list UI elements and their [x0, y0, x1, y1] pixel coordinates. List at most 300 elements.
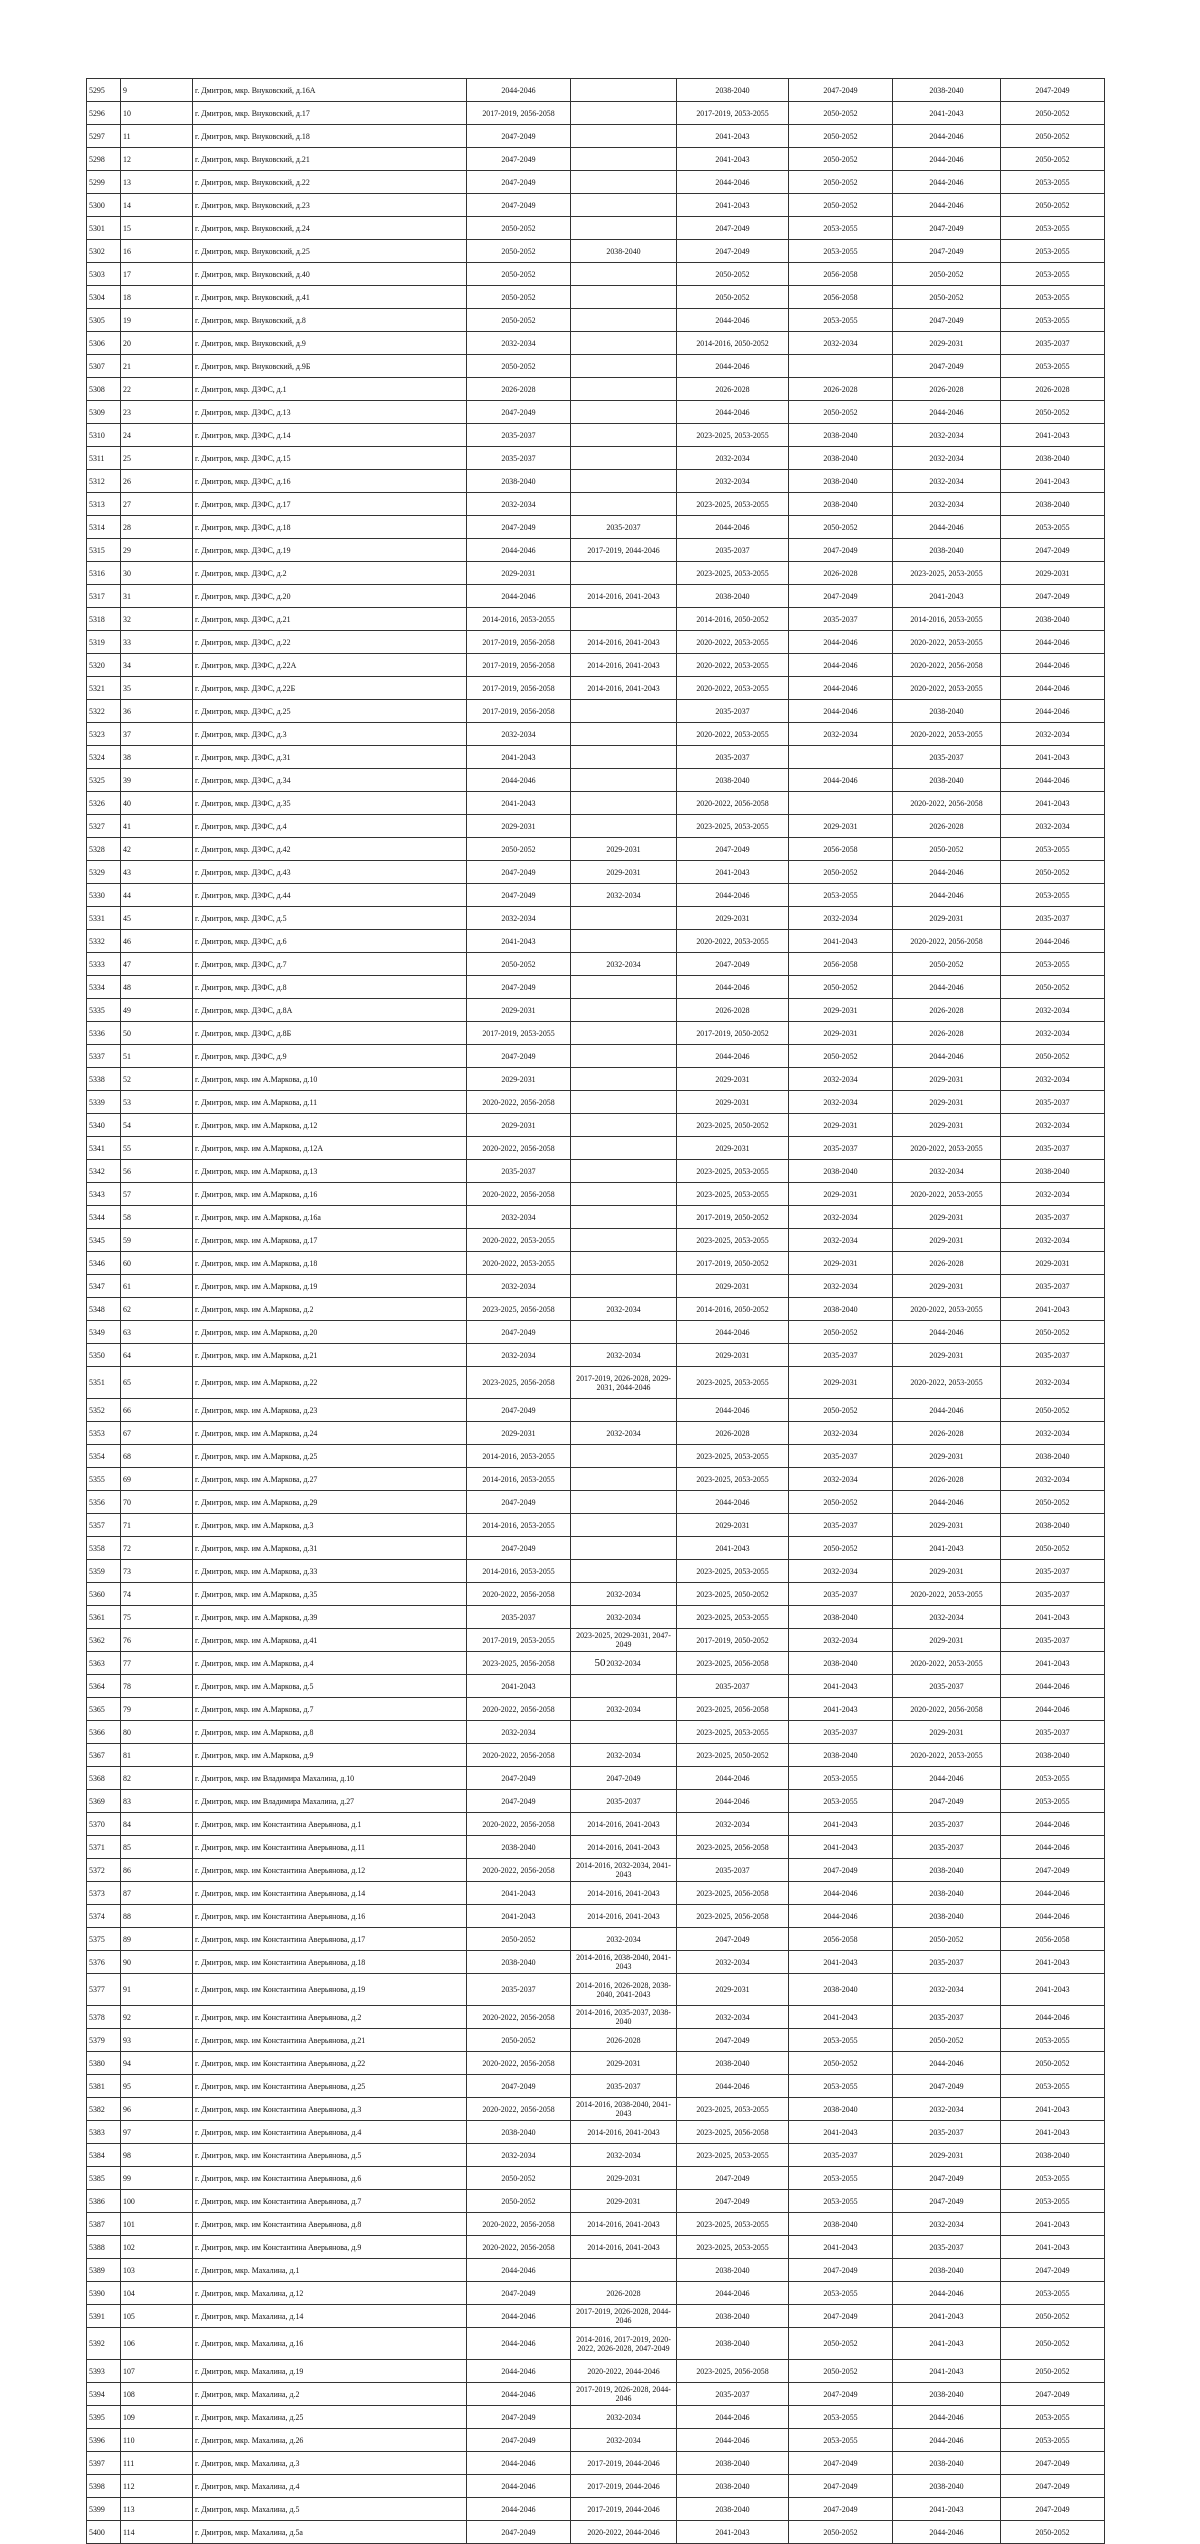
cell-period-col-3: 2035-2037 — [677, 1859, 789, 1882]
cell-period-col-2 — [571, 378, 677, 401]
cell-row-number: 5321 — [87, 677, 121, 700]
cell-row-number: 5396 — [87, 2429, 121, 2452]
cell-period-col-6: 2035-2037 — [1001, 1091, 1105, 1114]
table-row — [87, 1022, 1105, 1045]
cell-address: г. Дмитров, мкр. им А.Маркова, д.39 — [193, 1606, 467, 1629]
cell-period-col-1: 2017-2019, 2056-2058 — [467, 102, 571, 125]
cell-period-col-2 — [571, 447, 677, 470]
cell-period-col-2 — [571, 493, 677, 516]
cell-period-col-5: 2047-2049 — [893, 2190, 1001, 2213]
cell-period-col-5: 2026-2028 — [893, 1468, 1001, 1491]
cell-period-col-6: 2032-2034 — [1001, 1422, 1105, 1445]
table-row — [87, 1836, 1105, 1859]
cell-period-col-6: 2053-2055 — [1001, 171, 1105, 194]
cell-period-col-1: 2032-2034 — [467, 1721, 571, 1744]
cell-period-col-5: 2041-2043 — [893, 585, 1001, 608]
cell-period-col-6: 2041-2043 — [1001, 746, 1105, 769]
cell-period-col-5: 2020-2022, 2053-2055 — [893, 1744, 1001, 1767]
cell-period-col-1: 2044-2046 — [467, 585, 571, 608]
cell-period-col-4: 2050-2052 — [789, 1045, 893, 1068]
cell-period-col-4: 2029-2031 — [789, 1252, 893, 1275]
table-row — [87, 1790, 1105, 1813]
cell-period-col-3: 2032-2034 — [677, 1951, 789, 1974]
cell-address: г. Дмитров, мкр. ДЗФС, д.15 — [193, 447, 467, 470]
cell-period-col-4: 2041-2043 — [789, 1675, 893, 1698]
table-row — [87, 2383, 1105, 2406]
cell-item-number: 97 — [121, 2121, 193, 2144]
table-row — [87, 2429, 1105, 2452]
cell-period-col-4: 2047-2049 — [789, 79, 893, 102]
cell-period-col-6: 2032-2034 — [1001, 999, 1105, 1022]
cell-row-number: 5328 — [87, 838, 121, 861]
cell-address: г. Дмитров, мкр. им А.Маркова, д.24 — [193, 1422, 467, 1445]
cell-period-col-3: 2026-2028 — [677, 999, 789, 1022]
cell-period-col-2: 2032-2034 — [571, 2429, 677, 2452]
cell-item-number: 74 — [121, 1583, 193, 1606]
cell-period-col-3: 2023-2025, 2053-2055 — [677, 2213, 789, 2236]
cell-period-col-1: 2032-2034 — [467, 2144, 571, 2167]
cell-period-col-1: 2023-2025, 2056-2058 — [467, 1367, 571, 1399]
cell-period-col-4: 2032-2034 — [789, 1229, 893, 1252]
cell-row-number: 5353 — [87, 1422, 121, 1445]
cell-period-col-3: 2029-2031 — [677, 1974, 789, 2006]
cell-row-number: 5348 — [87, 1298, 121, 1321]
cell-period-col-2 — [571, 930, 677, 953]
cell-period-col-6: 2044-2046 — [1001, 1813, 1105, 1836]
cell-address: г. Дмитров, мкр. ДЗФС, д.4 — [193, 815, 467, 838]
cell-period-col-2 — [571, 217, 677, 240]
cell-period-col-3: 2023-2025, 2056-2058 — [677, 2360, 789, 2383]
cell-item-number: 83 — [121, 1790, 193, 1813]
cell-address: г. Дмитров, мкр. ДЗФС, д.8Б — [193, 1022, 467, 1045]
cell-period-col-1: 2038-2040 — [467, 2121, 571, 2144]
cell-period-col-2 — [571, 723, 677, 746]
cell-row-number: 5313 — [87, 493, 121, 516]
table-row — [87, 2167, 1105, 2190]
cell-item-number: 76 — [121, 1629, 193, 1652]
cell-item-number: 38 — [121, 746, 193, 769]
cell-period-col-6: 2050-2052 — [1001, 2360, 1105, 2383]
cell-row-number: 5340 — [87, 1114, 121, 1137]
cell-period-col-5: 2047-2049 — [893, 1790, 1001, 1813]
cell-period-col-4: 2053-2055 — [789, 1767, 893, 1790]
cell-period-col-4: 2053-2055 — [789, 217, 893, 240]
cell-period-col-2: 2014-2016, 2038-2040, 2041-2043 — [571, 2098, 677, 2121]
cell-row-number: 5366 — [87, 1721, 121, 1744]
cell-period-col-1: 2035-2037 — [467, 1974, 571, 2006]
cell-address: г. Дмитров, мкр. им Константина Аверьянова, д.17 — [193, 1928, 467, 1951]
cell-item-number: 17 — [121, 263, 193, 286]
cell-item-number: 45 — [121, 907, 193, 930]
table-row — [87, 861, 1105, 884]
cell-period-col-3: 2032-2034 — [677, 2006, 789, 2029]
cell-address: г. Дмитров, мкр. Махалина, д.3 — [193, 2452, 467, 2475]
cell-period-col-6: 2035-2037 — [1001, 1721, 1105, 1744]
cell-period-col-5: 2035-2037 — [893, 2121, 1001, 2144]
cell-period-col-4: 2029-2031 — [789, 1183, 893, 1206]
cell-period-col-2 — [571, 562, 677, 585]
cell-period-col-6: 2035-2037 — [1001, 1583, 1105, 1606]
cell-period-col-6: 2041-2043 — [1001, 1974, 1105, 2006]
table-row — [87, 79, 1105, 102]
cell-period-col-2 — [571, 1068, 677, 1091]
cell-row-number: 5378 — [87, 2006, 121, 2029]
cell-period-col-6: 2053-2055 — [1001, 884, 1105, 907]
cell-period-col-4: 2029-2031 — [789, 1367, 893, 1399]
cell-period-col-2 — [571, 2259, 677, 2282]
cell-period-col-6: 2035-2037 — [1001, 1137, 1105, 1160]
cell-period-col-3: 2017-2019, 2050-2052 — [677, 1022, 789, 1045]
cell-period-col-3: 2035-2037 — [677, 1675, 789, 1698]
cell-period-col-1: 2029-2031 — [467, 1068, 571, 1091]
cell-row-number: 5322 — [87, 700, 121, 723]
cell-period-col-3: 2038-2040 — [677, 2305, 789, 2328]
cell-period-col-6: 2050-2052 — [1001, 194, 1105, 217]
cell-item-number: 47 — [121, 953, 193, 976]
cell-row-number: 5374 — [87, 1905, 121, 1928]
cell-row-number: 5367 — [87, 1744, 121, 1767]
cell-period-col-4: 2041-2043 — [789, 2121, 893, 2144]
cell-period-col-4: 2044-2046 — [789, 1905, 893, 1928]
cell-period-col-5: 2035-2037 — [893, 1675, 1001, 1698]
cell-period-col-6: 2053-2055 — [1001, 240, 1105, 263]
cell-address: г. Дмитров, мкр. ДЗФС, д.5 — [193, 907, 467, 930]
cell-address: г. Дмитров, мкр. им А.Маркова, д.33 — [193, 1560, 467, 1583]
cell-period-col-2: 2014-2016, 2041-2043 — [571, 1813, 677, 1836]
cell-row-number: 5325 — [87, 769, 121, 792]
cell-period-col-4: 2050-2052 — [789, 976, 893, 999]
cell-period-col-1: 2020-2022, 2056-2058 — [467, 1813, 571, 1836]
cell-period-col-5: 2029-2031 — [893, 1068, 1001, 1091]
cell-period-col-3: 2020-2022, 2053-2055 — [677, 930, 789, 953]
cell-period-col-3: 2029-2031 — [677, 1275, 789, 1298]
cell-period-col-1: 2020-2022, 2056-2058 — [467, 2052, 571, 2075]
cell-period-col-2: 2017-2019, 2044-2046 — [571, 2475, 677, 2498]
table-row — [87, 217, 1105, 240]
cell-item-number: 92 — [121, 2006, 193, 2029]
cell-period-col-1: 2014-2016, 2053-2055 — [467, 1468, 571, 1491]
cell-address: г. Дмитров, мкр. им Константина Аверьянова, д.3 — [193, 2098, 467, 2121]
cell-period-col-5: 2026-2028 — [893, 1022, 1001, 1045]
cell-period-col-4: 2041-2043 — [789, 2006, 893, 2029]
cell-period-col-4: 2035-2037 — [789, 1583, 893, 1606]
cell-period-col-2 — [571, 401, 677, 424]
cell-period-col-6: 2047-2049 — [1001, 2498, 1105, 2521]
cell-item-number: 26 — [121, 470, 193, 493]
cell-period-col-1: 2047-2049 — [467, 1399, 571, 1422]
cell-period-col-6: 2044-2046 — [1001, 1675, 1105, 1698]
cell-period-col-4: 2056-2058 — [789, 953, 893, 976]
cell-period-col-1: 2047-2049 — [467, 401, 571, 424]
cell-period-col-4: 2038-2040 — [789, 1744, 893, 1767]
cell-address: г. Дмитров, мкр. им А.Маркова, д.7 — [193, 1698, 467, 1721]
cell-address: г. Дмитров, мкр. Внуковский, д.21 — [193, 148, 467, 171]
cell-period-col-1: 2035-2037 — [467, 424, 571, 447]
cell-period-col-5: 2038-2040 — [893, 1859, 1001, 1882]
cell-period-col-1: 2032-2034 — [467, 332, 571, 355]
table-row — [87, 1583, 1105, 1606]
cell-item-number: 71 — [121, 1514, 193, 1537]
cell-period-col-6: 2053-2055 — [1001, 355, 1105, 378]
cell-period-col-1: 2023-2025, 2056-2058 — [467, 1652, 571, 1675]
cell-period-col-3: 2047-2049 — [677, 1928, 789, 1951]
cell-period-col-2: 2032-2034 — [571, 1583, 677, 1606]
cell-item-number: 77 — [121, 1652, 193, 1675]
cell-period-col-5: 2047-2049 — [893, 355, 1001, 378]
cell-period-col-2: 2035-2037 — [571, 2075, 677, 2098]
cell-address: г. Дмитров, мкр. им А.Маркова, д.10 — [193, 1068, 467, 1091]
cell-item-number: 29 — [121, 539, 193, 562]
cell-period-col-4: 2029-2031 — [789, 815, 893, 838]
cell-period-col-4: 2032-2034 — [789, 1468, 893, 1491]
cell-period-col-4: 2035-2037 — [789, 608, 893, 631]
cell-period-col-3: 2032-2034 — [677, 1813, 789, 1836]
cell-address: г. Дмитров, мкр. им А.Маркова, д.9 — [193, 1744, 467, 1767]
cell-row-number: 5356 — [87, 1491, 121, 1514]
cell-period-col-3: 2017-2019, 2050-2052 — [677, 1629, 789, 1652]
cell-period-col-5: 2020-2022, 2053-2055 — [893, 1137, 1001, 1160]
cell-period-col-1: 2032-2034 — [467, 907, 571, 930]
cell-period-col-6: 2044-2046 — [1001, 700, 1105, 723]
cell-period-col-6: 2050-2052 — [1001, 1399, 1105, 1422]
cell-period-col-5: 2044-2046 — [893, 2052, 1001, 2075]
cell-period-col-5: 2035-2037 — [893, 746, 1001, 769]
cell-address: г. Дмитров, мкр. им А.Маркова, д.16а — [193, 1206, 467, 1229]
cell-row-number: 5324 — [87, 746, 121, 769]
cell-period-col-2 — [571, 1137, 677, 1160]
cell-period-col-2 — [571, 171, 677, 194]
cell-address: г. Дмитров, мкр. им Константина Аверьянова, д.7 — [193, 2190, 467, 2213]
cell-row-number: 5334 — [87, 976, 121, 999]
cell-period-col-5: 2029-2031 — [893, 907, 1001, 930]
cell-period-col-1: 2020-2022, 2056-2058 — [467, 1583, 571, 1606]
cell-row-number: 5394 — [87, 2383, 121, 2406]
cell-period-col-6: 2044-2046 — [1001, 930, 1105, 953]
cell-period-col-4: 2038-2040 — [789, 2098, 893, 2121]
cell-period-col-1: 2050-2052 — [467, 838, 571, 861]
cell-period-col-6: 2029-2031 — [1001, 1252, 1105, 1275]
cell-period-col-3: 2044-2046 — [677, 1767, 789, 1790]
cell-period-col-3: 2041-2043 — [677, 1537, 789, 1560]
cell-period-col-3: 2023-2025, 2053-2055 — [677, 1721, 789, 1744]
cell-item-number: 113 — [121, 2498, 193, 2521]
cell-row-number: 5363 — [87, 1652, 121, 1675]
table-row — [87, 1537, 1105, 1560]
table-row — [87, 1091, 1105, 1114]
cell-period-col-2: 2047-2049 — [571, 1767, 677, 1790]
cell-period-col-3: 2023-2025, 2056-2058 — [677, 2121, 789, 2144]
cell-row-number: 5331 — [87, 907, 121, 930]
cell-period-col-5: 2020-2022, 2056-2058 — [893, 1698, 1001, 1721]
cell-item-number: 99 — [121, 2167, 193, 2190]
cell-row-number: 5307 — [87, 355, 121, 378]
cell-period-col-2 — [571, 1206, 677, 1229]
cell-period-col-3: 2044-2046 — [677, 516, 789, 539]
cell-row-number: 5377 — [87, 1974, 121, 2006]
cell-row-number: 5332 — [87, 930, 121, 953]
cell-period-col-2 — [571, 263, 677, 286]
cell-period-col-2: 2032-2034 — [571, 1698, 677, 1721]
cell-period-col-4: 2053-2055 — [789, 2167, 893, 2190]
cell-period-col-5: 2032-2034 — [893, 2213, 1001, 2236]
cell-address: г. Дмитров, мкр. Внуковский, д.24 — [193, 217, 467, 240]
cell-period-col-4: 2038-2040 — [789, 1298, 893, 1321]
cell-item-number: 62 — [121, 1298, 193, 1321]
cell-item-number: 18 — [121, 286, 193, 309]
cell-item-number: 64 — [121, 1344, 193, 1367]
table-row — [87, 1114, 1105, 1137]
cell-period-col-6: 2047-2049 — [1001, 1859, 1105, 1882]
cell-period-col-4: 2038-2040 — [789, 2213, 893, 2236]
cell-row-number: 5399 — [87, 2498, 121, 2521]
cell-period-col-3: 2041-2043 — [677, 194, 789, 217]
cell-row-number: 5375 — [87, 1928, 121, 1951]
cell-address: г. Дмитров, мкр. им Константина Аверьянова, д.8 — [193, 2213, 467, 2236]
cell-period-col-4: 2032-2034 — [789, 907, 893, 930]
cell-row-number: 5345 — [87, 1229, 121, 1252]
cell-item-number: 89 — [121, 1928, 193, 1951]
table-row — [87, 1698, 1105, 1721]
cell-row-number: 5317 — [87, 585, 121, 608]
cell-row-number: 5297 — [87, 125, 121, 148]
cell-period-col-6: 2038-2040 — [1001, 608, 1105, 631]
cell-address: г. Дмитров, мкр. ДЗФС, д.6 — [193, 930, 467, 953]
cell-period-col-2 — [571, 1537, 677, 1560]
cell-period-col-6: 2041-2043 — [1001, 2236, 1105, 2259]
cell-period-col-5: 2020-2022, 2056-2058 — [893, 930, 1001, 953]
cell-period-col-3: 2044-2046 — [677, 2429, 789, 2452]
cell-item-number: 34 — [121, 654, 193, 677]
cell-period-col-2 — [571, 1514, 677, 1537]
cell-period-col-4: 2050-2052 — [789, 2521, 893, 2544]
cell-row-number: 5370 — [87, 1813, 121, 1836]
cell-row-number: 5368 — [87, 1767, 121, 1790]
cell-period-col-5: 2032-2034 — [893, 493, 1001, 516]
cell-period-col-5: 2044-2046 — [893, 2521, 1001, 2544]
cell-period-col-3: 2023-2025, 2053-2055 — [677, 1445, 789, 1468]
cell-period-col-5: 2047-2049 — [893, 240, 1001, 263]
cell-row-number: 5359 — [87, 1560, 121, 1583]
cell-address: г. Дмитров, мкр. им А.Маркова, д.31 — [193, 1537, 467, 1560]
cell-period-col-3: 2023-2025, 2053-2055 — [677, 1229, 789, 1252]
cell-row-number: 5382 — [87, 2098, 121, 2121]
cell-address: г. Дмитров, мкр. ДЗФС, д.22А — [193, 654, 467, 677]
cell-period-col-3: 2023-2025, 2053-2055 — [677, 2098, 789, 2121]
cell-period-col-1: 2017-2019, 2056-2058 — [467, 677, 571, 700]
cell-period-col-5: 2029-2031 — [893, 1091, 1001, 1114]
cell-period-col-2 — [571, 815, 677, 838]
cell-period-col-2: 2020-2022, 2044-2046 — [571, 2360, 677, 2383]
cell-item-number: 69 — [121, 1468, 193, 1491]
table-row — [87, 470, 1105, 493]
cell-period-col-2: 2032-2034 — [571, 2144, 677, 2167]
cell-period-col-5: 2020-2022, 2056-2058 — [893, 654, 1001, 677]
cell-period-col-1: 2014-2016, 2053-2055 — [467, 608, 571, 631]
cell-period-col-2 — [571, 1445, 677, 1468]
cell-period-col-4: 2041-2043 — [789, 2236, 893, 2259]
cell-address: г. Дмитров, мкр. Внуковский, д.9 — [193, 332, 467, 355]
cell-period-col-1: 2050-2052 — [467, 263, 571, 286]
cell-period-col-4: 2053-2055 — [789, 2190, 893, 2213]
cell-period-col-2: 2014-2016, 2041-2043 — [571, 2121, 677, 2144]
cell-period-col-4: 2038-2040 — [789, 1652, 893, 1675]
cell-row-number: 5309 — [87, 401, 121, 424]
cell-period-col-6: 2032-2034 — [1001, 723, 1105, 746]
cell-period-col-2 — [571, 1275, 677, 1298]
cell-row-number: 5391 — [87, 2305, 121, 2328]
cell-period-col-3: 2023-2025, 2053-2055 — [677, 1468, 789, 1491]
table-row — [87, 838, 1105, 861]
cell-period-col-6: 2038-2040 — [1001, 493, 1105, 516]
cell-period-col-3: 2047-2049 — [677, 2029, 789, 2052]
cell-period-col-3: 2020-2022, 2056-2058 — [677, 792, 789, 815]
cell-address: г. Дмитров, мкр. ДЗФС, д.7 — [193, 953, 467, 976]
cell-period-col-1: 2035-2037 — [467, 1160, 571, 1183]
table-row — [87, 378, 1105, 401]
table-row — [87, 2121, 1105, 2144]
cell-period-col-1: 2035-2037 — [467, 447, 571, 470]
cell-period-col-6: 2038-2040 — [1001, 447, 1105, 470]
cell-item-number: 55 — [121, 1137, 193, 1160]
cell-period-col-3: 2023-2025, 2053-2055 — [677, 1160, 789, 1183]
cell-period-col-5: 2041-2043 — [893, 2305, 1001, 2328]
table-row — [87, 1514, 1105, 1537]
table-row — [87, 1399, 1105, 1422]
table-row — [87, 2328, 1105, 2360]
cell-period-col-2: 2032-2034 — [571, 1744, 677, 1767]
table-row — [87, 1422, 1105, 1445]
cell-item-number: 32 — [121, 608, 193, 631]
cell-period-col-6: 2044-2046 — [1001, 1905, 1105, 1928]
cell-row-number: 5392 — [87, 2328, 121, 2360]
cell-address: г. Дмитров, мкр. ДЗФС, д.42 — [193, 838, 467, 861]
cell-item-number: 10 — [121, 102, 193, 125]
table-row — [87, 2259, 1105, 2282]
cell-period-col-5: 2038-2040 — [893, 2383, 1001, 2406]
cell-period-col-4: 2053-2055 — [789, 884, 893, 907]
cell-period-col-3: 2023-2025, 2056-2058 — [677, 1905, 789, 1928]
cell-row-number: 5388 — [87, 2236, 121, 2259]
cell-period-col-6: 2053-2055 — [1001, 838, 1105, 861]
cell-period-col-1: 2020-2022, 2056-2058 — [467, 1744, 571, 1767]
cell-period-col-5: 2041-2043 — [893, 2328, 1001, 2360]
table-row — [87, 148, 1105, 171]
cell-period-col-6: 2044-2046 — [1001, 631, 1105, 654]
cell-item-number: 60 — [121, 1252, 193, 1275]
cell-period-col-6: 2032-2034 — [1001, 1367, 1105, 1399]
cell-period-col-1: 2035-2037 — [467, 1606, 571, 1629]
table-row — [87, 125, 1105, 148]
cell-period-col-5: 2035-2037 — [893, 2236, 1001, 2259]
cell-period-col-3: 2023-2025, 2053-2055 — [677, 815, 789, 838]
cell-item-number: 75 — [121, 1606, 193, 1629]
cell-period-col-3: 2023-2025, 2053-2055 — [677, 1560, 789, 1583]
cell-period-col-1: 2047-2049 — [467, 516, 571, 539]
cell-period-col-1: 2050-2052 — [467, 2167, 571, 2190]
cell-period-col-5: 2032-2034 — [893, 1974, 1001, 2006]
cell-address: г. Дмитров, мкр. им А.Маркова, д.20 — [193, 1321, 467, 1344]
cell-period-col-2: 2032-2034 — [571, 884, 677, 907]
cell-period-col-4: 2047-2049 — [789, 2498, 893, 2521]
table-row — [87, 2075, 1105, 2098]
cell-period-col-3: 2047-2049 — [677, 217, 789, 240]
cell-period-col-3: 2038-2040 — [677, 2259, 789, 2282]
cell-period-col-6: 2053-2055 — [1001, 1767, 1105, 1790]
cell-address: г. Дмитров, мкр. им А.Маркова, д.12 — [193, 1114, 467, 1137]
cell-item-number: 11 — [121, 125, 193, 148]
cell-period-col-1: 2047-2049 — [467, 1045, 571, 1068]
cell-period-col-2 — [571, 1675, 677, 1698]
